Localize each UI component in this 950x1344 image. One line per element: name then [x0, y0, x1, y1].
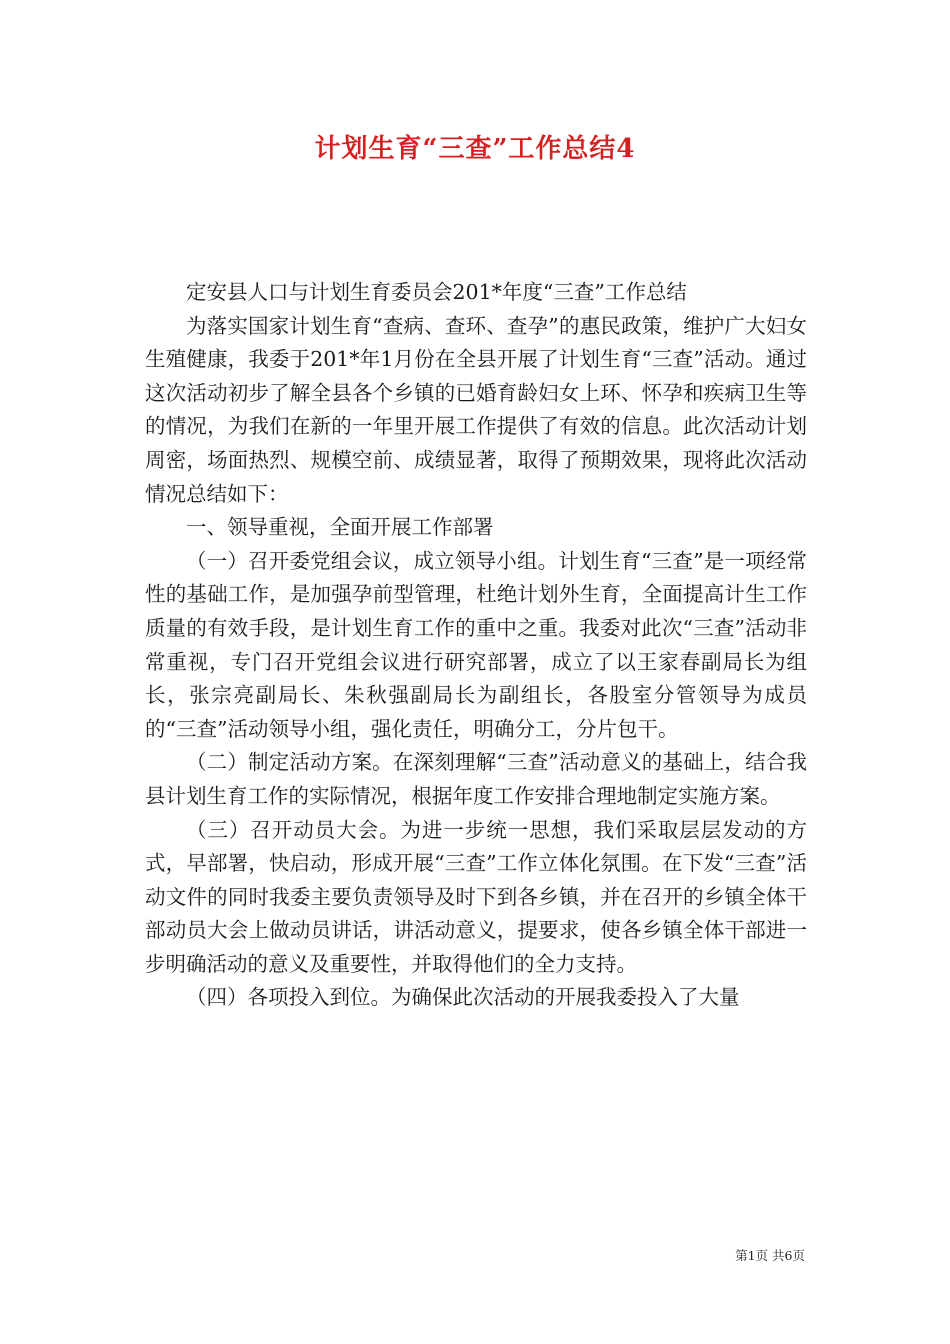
- page-number: 第1页 共6页: [735, 1248, 805, 1263]
- document-body: [145, 276, 807, 1015]
- paragraph-item-1: （一）召开委党组会议，成立领导小组。计划生育“三查”是一项经常性的基础工作，是加强孕前型管理，杜绝计划外生育，全面提高计生工作质量的有效手段，是计划生育工作的重中之重。我委对此次“三查”活动非常重视，专门召开党组会议进行研究部署，成立了以王家春副局长为组长，张宗亮副局长、朱秋强副局长为副组长，各股室分管领导为成员的“三查”活动领导小组，强化责任，明确分工，分片包干。: [145, 548, 807, 741]
- paragraph-item-2: （二）制定活动方案。在深刻理解“三查”活动意义的基础上，结合我县计划生育工作的实际情况，根据年度工作安排合理地制定实施方案。: [145, 750, 807, 808]
- section-heading-1: 一、领导重视，全面开展工作部署: [186, 515, 494, 540]
- paragraph-item-3: （三）召开动员大会。为进一步统一思想，我们采取层层发动的方式，早部署，快启动，形成开展“三查”工作立体化氛围。在下发“三查”活动文件的同时我委主要负责领导及时下到各乡镇，并在召开的乡镇全体干部动员大会上做动员讲话，讲活动意义，提要求，使各乡镇全体干部进一步明确活动的意义及重要性，并取得他们的全力支持。: [145, 817, 807, 976]
- paragraph-item-4: （四）各项投入到位。为确保此次活动的开展我委投入了大量: [186, 985, 740, 1010]
- paragraph-intro: 为落实国家计划生育“查病、查环、查孕”的惠民政策，维护广大妇女生殖健康，我委于201*年1月份在全县开展了计划生育“三查”活动。通过这次活动初步了解全县各个乡镇的已婚育龄妇女上环、怀孕和疾病卫生等的情况，为我们在新的一年里开展工作提供了有效的信息。此次活动计划周密，场面热烈、规模空前、成绩显著，取得了预期效果，现将此次活动情况总结如下：: [145, 313, 807, 506]
- document-title: 计划生育“三查”工作总结4: [314, 134, 636, 164]
- paragraph-heading: 定安县人口与计划生育委员会201*年度“三查”工作总结: [186, 280, 687, 304]
